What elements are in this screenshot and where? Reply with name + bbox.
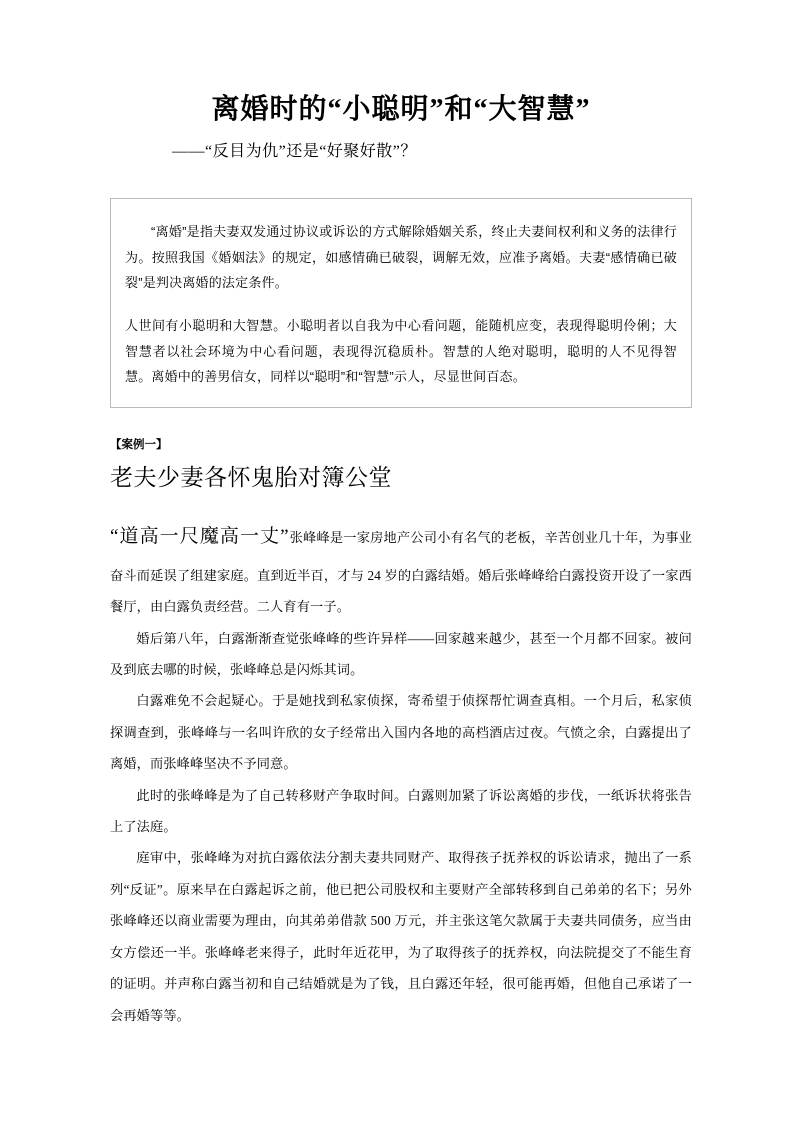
case-body [110,492,692,1031]
case-heading: 老夫少妻各怀鬼胎对簿公堂 [110,464,392,490]
lead-phrase: “道高一尺魔高一丈” [110,526,290,548]
callout-paragraph-2: 人世间有小聪明和大智慧。小聪明者以自我为中心看问题，能随机应变，表现得聪明伶俐；大智慧者以社会环境为中心看问题，表现得沉稳质朴。智慧的人绝对聪明，聪明的人不见得智慧。离婚中的善男信女，同样以“聪明”和“智慧”示人，尽显世间百态。 [125,318,677,385]
page-content [110,0,692,1031]
case-label: 【案例一】 [110,439,168,452]
case-paragraph-3: 此时的张峰峰是为了自己转移财产争取时间。白露则加紧了诉讼离婚的步伐，一纸诉状将张告上了法庭。 [110,787,692,835]
case-paragraph-1: 婚后第八年，白露渐渐查觉张峰峰的些许异样——回家越来越少，甚至一个月都不回家。被问及到底去哪的时候，张峰峰总是闪烁其词。 [110,630,692,677]
page-title: 离婚时的“小聪明”和“大智慧” [211,94,591,125]
definition-callout-box [110,198,692,408]
lead-rest: 张峰峰是一家房地产公司小有名气的老板，辛苦创业几十年，为事业奋斗而延误了组建家庭。直到近半百，才与 24 岁的白露结婚。婚后张峰峰给白露投资开设了一家西餐厅，由白露负责经营。二人育有一子。 [110,530,692,615]
case-paragraph-lead [110,514,692,622]
callout-paragraph-1: “离婚”是指夫妻双发通过协议或诉讼的方式解除婚姻关系，终止夫妻间权利和义务的法律行为。按照我国《婚姻法》的规定，如感情确已破裂，调解无效，应准予离婚。夫妻“感情确已破裂”是判决离婚的法定条件。 [125,224,677,291]
page-subtitle: ——“反目为仇”还是“好聚好散”？ [172,143,417,160]
case-paragraph-4: 庭审中，张峰峰为对抗白露依法分割夫妻共同财产、取得孩子抚养权的诉讼请求，抛出了一系列“反证”。原来早在白露起诉之前，他已把公司股权和主要财产全部转移到自己弟弟的名下；另外张峰峰还以商业需要为理由，向其弟弟借款 500 万元，并主张这笔欠款属于夫妻共同债务，应当由女方偿还一半。张峰峰老来得子，此时年近花甲，为了取得孩子的抚养权，向法院提交了不能生育的证明。并声称白露当初和自己结婚就是为了钱，且白露还年轻，很可能再婚，但他自己承诺了一会再婚等等。 [110,850,692,1023]
case-paragraph-2: 白露难免不会起疑心。于是她找到私家侦探，寄希望于侦探帮忙调查真相。一个月后，私家侦探调查到，张峰峰与一名叫许欣的女子经常出入国内各地的高档酒店过夜。气愤之余，白露提出了离婚，而张峰峰坚决不予同意。 [110,693,692,772]
